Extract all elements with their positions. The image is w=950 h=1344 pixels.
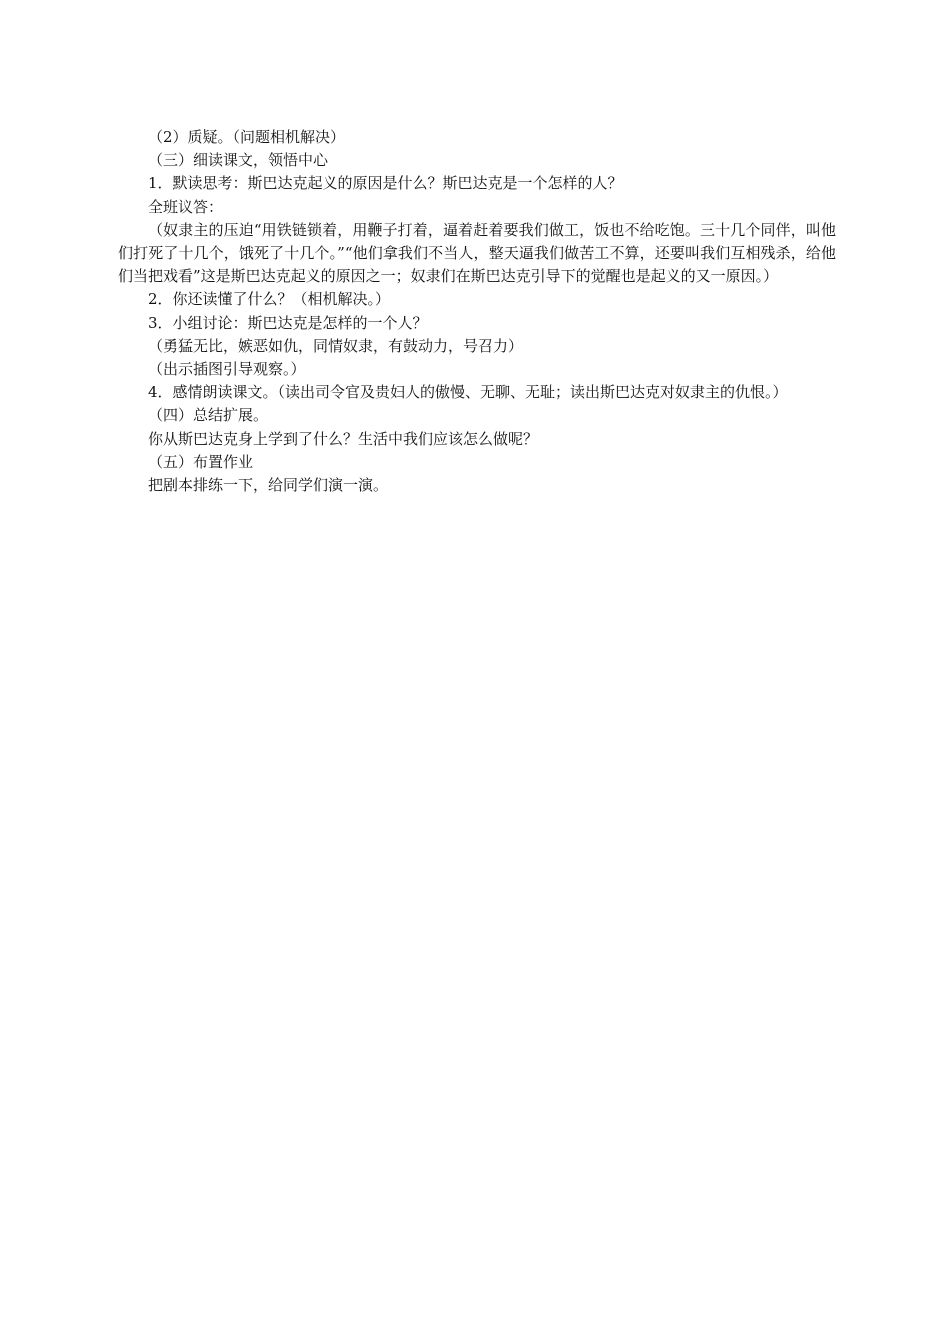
text-line-rehearse: 把剧本排练一下，给同学们演一演。 [148,476,389,495]
text-line-questioning: （2）质疑。（问题相机解决） [148,128,346,146]
paragraph-uprising-causes: （奴隶主的压迫“用铁链锁着，用鞭子打着，逼着赶着要我们做工，饭也不给吃饱。三十几个同伴，叫他们打死了十几个，饿死了十几个。”“他们拿我们不当人，整天逼我们做苦工不算，还要叫我们互相残杀，给他们当把戏看”这是斯巴达克起义的原因之一；奴隶们在斯巴达克引导下的觉醒也是起义的又一原因。） [118,220,836,286]
section-heading-homework: （五）布置作业 [148,452,254,471]
text-line-illustration: （出示插图引导观察。） [148,360,306,379]
text-line-what-else: 2．你还读懂了什么？（相机解决。） [148,290,391,309]
section-heading-summary: （四）总结扩展。 [148,406,269,425]
text-line-class-discussion: 全班议答： [148,197,224,216]
text-line-traits: （勇猛无比，嫉恶如仇，同情奴隶，有鼓动力，号召力） [148,336,524,355]
document-body [118,126,836,497]
text-line-what-learned: 你从斯巴达克身上学到了什么？生活中我们应该怎么做呢？ [148,429,539,448]
section-heading-close-reading: （三）细读课文，领悟中心 [148,151,329,170]
text-line-silent-reading: 1．默读思考：斯巴达克起义的原因是什么？斯巴达克是一个怎样的人？ [148,174,623,193]
text-line-group-discussion: 3．小组讨论：斯巴达克是怎样的一个人？ [148,313,428,332]
paragraph-emotional-reading: 4．感情朗读课文。（读出司令官及贵妇人的傲慢、无聊、无耻；读出斯巴达克对奴隶主的仇恨。） [148,383,788,402]
